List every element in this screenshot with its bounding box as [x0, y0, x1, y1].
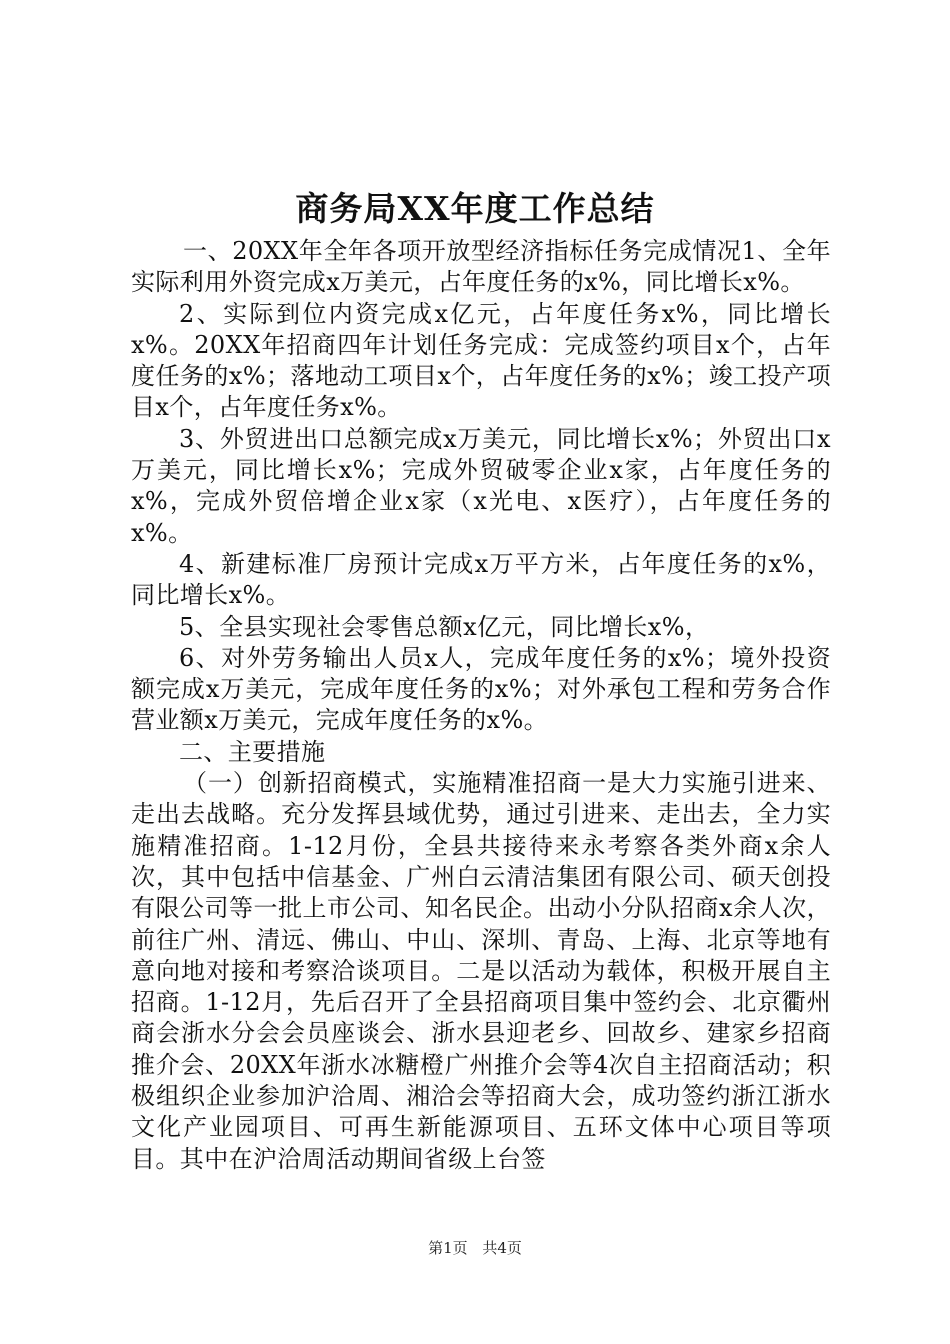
paragraph-7: （一）创新招商模式，实施精准招商一是大力实施引进来、走出去战略。充分发挥县域优势，通过引进来、走出去，全力实施精准招商。1-12月份，全县共接待来永考察各类外商x余人次，其中包括中信基金、广州白云清洁集团有限公司、硕天创投有限公司等一批上市公司、知名民企。出动小分队招商x余人次，前往广州、清远、佛山、中山、深圳、青岛、上海、北京等地有意向地对接和考察洽谈项目。二是以活动为载体，积极开展自主招商。1-12月，先后召开了全县招商项目集中签约会、北京衢州商会浙水分会会员座谈会、浙水县迎老乡、回故乡、建家乡招商推介会、20XX年浙水冰糖橙广州推介会等4次自主招商活动；积极组织企业参加沪洽周、湘洽会等招商大会，成功签约浙江浙水文化产业园项目、可再生新能源项目、五环文体中心项目等项目。其中在沪洽周活动期间省级上台签 — [131, 769, 831, 1173]
page-total: 共4页 — [482, 1239, 522, 1257]
page-footer — [0, 1237, 950, 1258]
paragraph-2: 2、实际到位内资完成x亿元，占年度任务x%，同比增长x%。20XX年招商四年计划任务完成：完成签约项目x个，占年度任务的x%；落地动工项目x个，占年度任务的x%；竣工投产项目x个，占年度任务x%。 — [131, 299, 831, 422]
section-heading-measures: 二、主要措施 — [179, 737, 326, 766]
document-title: 商务局XX年度工作总结 — [295, 189, 655, 228]
paragraph-6: 6、对外劳务输出人员x人，完成年度任务的x%；境外投资额完成x万美元，完成年度任务的x%；对外承包工程和劳务合作营业额x万美元，完成年度任务的x%。 — [131, 643, 831, 735]
page-number: 第1页 — [428, 1239, 468, 1257]
paragraph-3: 3、外贸进出口总额完成x万美元，同比增长x%；外贸出口x万美元，同比增长x%；完成外贸破零企业x家，占年度任务的x%，完成外贸倍增企业x家（x光电、x医疗），占年度任务的x%。 — [131, 424, 831, 547]
paragraph-1: 一、20XX年全年各项开放型经济指标任务完成情况1、全年实际利用外资完成x万美元，占年度任务的x%，同比增长x%。 — [131, 237, 831, 297]
paragraph-4: 4、新建标准厂房预计完成x万平方米，占年度任务的x%，同比增长x%。 — [131, 549, 831, 610]
document-body — [131, 236, 831, 1175]
paragraph-5: 5、全县实现社会零售总额x亿元，同比增长x%， — [179, 612, 710, 641]
